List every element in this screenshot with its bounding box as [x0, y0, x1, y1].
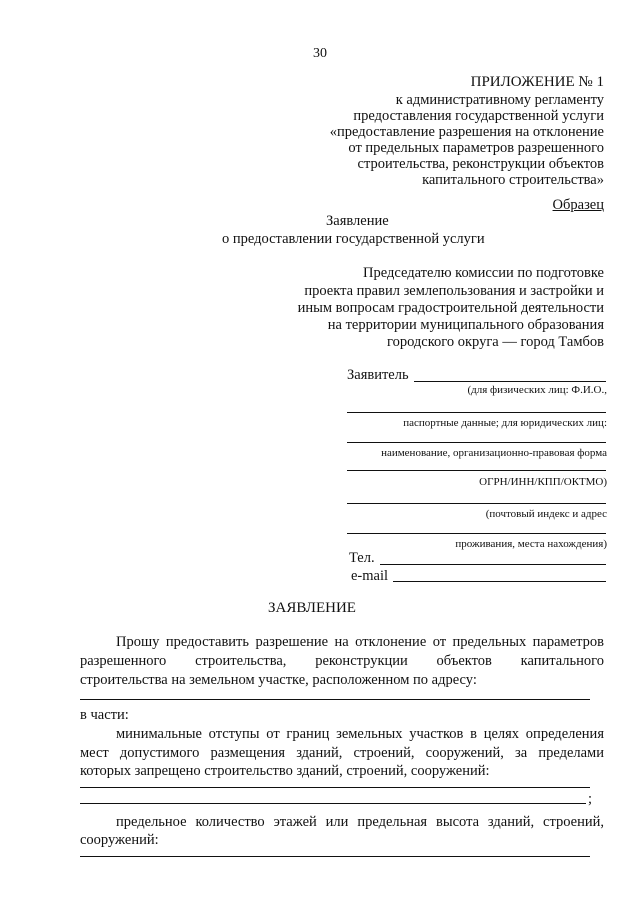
applicant-label: Заявитель [347, 367, 409, 383]
applicant-hint: ОГРН/ИНН/КПП/ОКТМО) [479, 476, 607, 488]
appendix-line: от предельных параметров разрешенного [348, 140, 604, 156]
applicant-hint: (для физических лиц: Ф.И.О., [467, 384, 607, 396]
applicant-field[interactable] [347, 470, 606, 471]
applicant-hint: (почтовый индекс и адрес [485, 508, 607, 520]
heading-line1: Заявление [326, 213, 389, 229]
addressee-line: на территории муниципального образования [327, 317, 604, 333]
appendix-line: предоставления государственной услуги [353, 108, 604, 124]
applicant-field[interactable] [347, 442, 606, 443]
email-label: e-mail [351, 568, 389, 584]
body-p1-line2: разрешенного строительства, реконструкции объектов капитального [80, 653, 604, 669]
heading-line2: о предоставлении государственной услуги [222, 231, 485, 247]
appendix-line: капитального строительства» [422, 172, 604, 188]
setback-field[interactable] [80, 787, 590, 788]
in-part-label: в части: [80, 707, 129, 723]
applicant-hint: паспортные данные; для юридических лиц: [403, 417, 607, 429]
statement-title: ЗАЯВЛЕНИЕ [268, 600, 356, 616]
height-field[interactable] [80, 856, 590, 857]
body-p2-line2: мест допустимого размещения зданий, строений, сооружений, за пределами [80, 745, 604, 761]
page-number: 30 [313, 46, 327, 61]
setback-field[interactable] [80, 803, 586, 804]
applicant-hint: проживания, места нахождения) [455, 538, 607, 550]
semicolon: ; [588, 791, 593, 807]
applicant-field[interactable] [347, 412, 606, 413]
body-p1-line1: Прошу предоставить разрешение на отклонение от предельных параметров [116, 634, 604, 650]
phone-label: Тел. [349, 550, 375, 566]
appendix-line: строительства, реконструкции объектов [357, 156, 604, 172]
applicant-field[interactable] [347, 533, 606, 534]
addressee-line: Председателю комиссии по подготовке [363, 265, 604, 281]
addressee-line: проекта правил землепользования и застройки и [304, 283, 604, 299]
body-p2-line3: которых запрещено строительство зданий, строений, сооружений: [80, 763, 490, 779]
body-p3-line2: сооружений: [80, 832, 159, 848]
phone-field[interactable] [380, 564, 606, 565]
applicant-hint: наименование, организационно-правовая форма [381, 447, 607, 459]
body-p3-line1: предельное количество этажей или предельная высота зданий, строений, [116, 814, 604, 830]
appendix-line: к административному регламенту [395, 92, 604, 108]
email-field[interactable] [393, 581, 606, 582]
applicant-name-field[interactable] [414, 381, 606, 382]
address-field[interactable] [80, 699, 590, 700]
appendix-title: ПРИЛОЖЕНИЕ № 1 [470, 74, 604, 90]
sample-label: Образец [552, 197, 604, 213]
applicant-field[interactable] [347, 503, 606, 504]
body-p1-line3: строительства на земельном участке, расположенном по адресу: [80, 672, 477, 688]
body-p2-line1: минимальные отступы от границ земельных участков в целях определения [116, 726, 604, 742]
addressee-line: иным вопросам градостроительной деятельности [297, 300, 604, 316]
appendix-line: «предоставление разрешения на отклонение [329, 124, 604, 140]
addressee-line: городского округа — город Тамбов [387, 334, 604, 350]
